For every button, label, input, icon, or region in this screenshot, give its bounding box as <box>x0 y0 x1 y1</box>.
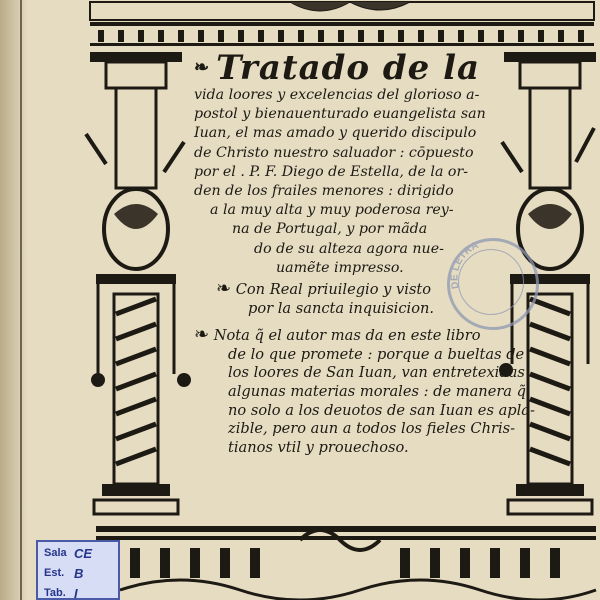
title-text-block <box>194 48 535 457</box>
shelf-label-row <box>38 584 118 600</box>
description-line: Iuan, el mas amado y querido discipulo <box>194 125 477 142</box>
woodcut-border-top <box>0 0 600 48</box>
left-pillar-ornament <box>76 44 196 524</box>
description-line: de Christo nuestro saluador : cōpuesto <box>194 144 474 161</box>
privilege-text: Con Real priuilegio y visto <box>235 281 432 299</box>
description-lines <box>194 86 512 278</box>
shelf-label-value: CE <box>74 545 93 561</box>
description-line: den de los frailes menores : dirigido <box>194 183 454 200</box>
leaf-ornament-icon: ❧ <box>194 324 210 346</box>
book-title <box>194 50 512 86</box>
note-line <box>194 326 512 346</box>
description-line: na de Portugal, y por mãda <box>232 221 428 238</box>
note-line: no solo a los deuotos de san Iuan es apla- <box>228 401 535 419</box>
author-note <box>194 324 535 457</box>
note-line: algunas materias morales : de manera q̃ <box>228 383 526 400</box>
shelf-label-key: Tab. <box>44 587 66 599</box>
note-line: de lo que promete : porque a bueltas de <box>228 345 525 363</box>
note-line: tianos vtil y prouechoso. <box>228 438 409 456</box>
description-line: vida loores y excelencias del glorioso a- <box>194 87 480 103</box>
shelf-label-value: I <box>74 585 78 600</box>
description-line: postol y bienauenturado euangelista san <box>194 106 486 123</box>
privilege-line <box>194 280 512 300</box>
privilege-line: por la sancta inquisicion. <box>248 299 435 317</box>
shelf-label <box>36 540 120 600</box>
description-line: do de su alteza agora nue- <box>254 240 444 257</box>
shelf-label-key: Sala <box>44 547 67 559</box>
description-line: por el . P. F. Diego de Estella, de la or- <box>194 163 469 180</box>
leaf-ornament-icon: ❧ <box>216 278 232 300</box>
shelf-label-key: Est. <box>44 567 65 579</box>
title-text: Tratado de la <box>216 48 481 88</box>
note-text: Nota q̃ el autor mas da en este libro <box>213 327 481 345</box>
privilege-notice <box>194 280 512 318</box>
leaf-ornament-icon: ❧ <box>194 57 211 78</box>
description-line: a la muy alta y muy poderosa rey- <box>210 202 454 219</box>
shelf-label-row <box>38 544 118 562</box>
description-line: uamẽte impresso. <box>276 259 404 276</box>
stamp-text: DE LETRA <box>449 239 481 290</box>
shelf-label-value: B <box>74 565 84 581</box>
note-line: los loores de San Iuan, van entretexidas <box>228 364 525 382</box>
gutter-edge <box>20 0 22 600</box>
note-line: zible, pero aun a todos los fieles Chris- <box>228 420 516 438</box>
shelf-label-row <box>38 564 118 582</box>
book-gutter <box>0 0 28 600</box>
